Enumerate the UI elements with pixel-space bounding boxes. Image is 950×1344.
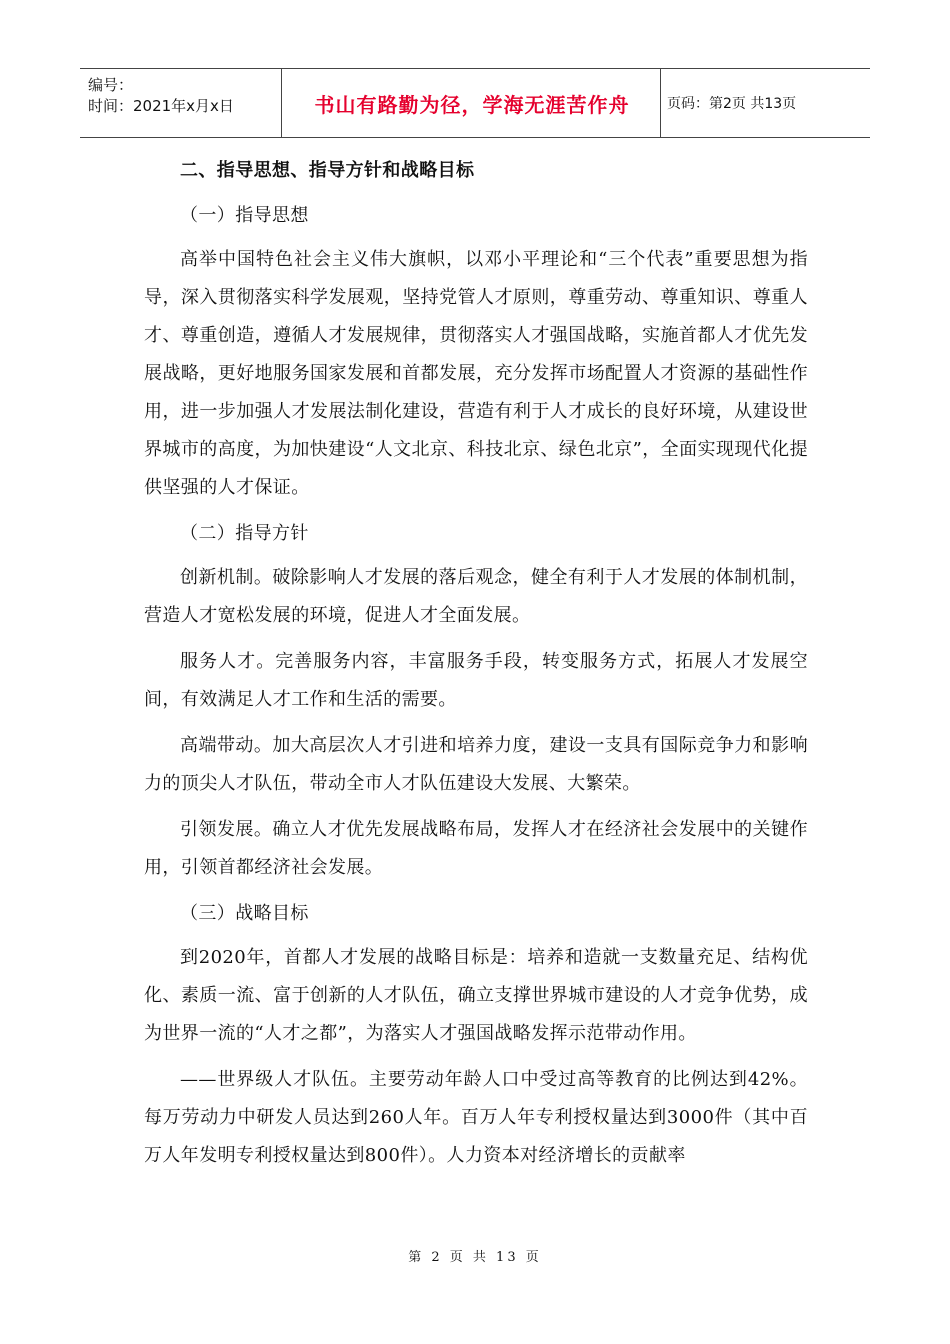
header-motto: 书山有路勤为径，学海无涯苦作舟 [314,93,630,117]
header-divider [281,69,282,137]
paragraph-strategic-goal: 到2020年，首都人才发展的战略目标是：培养和造就一支数量充足、结构优化、素质一流、富于创新的人才队伍，确立支撑世界城市建设的人才竞争优势，成为世界一流的“人才之都”，为落实人才强国战略发挥示范带动作用。 [144,947,808,1044]
paragraph-guiding-ideology: 高举中国特色社会主义伟大旗帜，以邓小平理论和“三个代表”重要思想为指导，深入贯彻落实科学发展观，坚持党管人才原则，尊重劳动、尊重知识、尊重人才、尊重创造，遵循人才发展规律，贯彻落实人才强国战略，实施首都人才优先发展战略，更好地服务国家发展和首都发展，充分发挥市场配置人才资源的基础性作用，进一步加强人才发展法制化建设，营造有利于人才成长的良好环境，从建设世界城市的高度，为加快建设“人文北京、科技北京、绿色北京”，全面实现现代化提供坚强的人才保证。 [144,249,808,498]
header-page-code: 页码：第2页 共13页 [667,96,797,112]
paragraph-serve-talent: 服务人才。完善服务内容，丰富服务手段，转变服务方式，拓展人才发展空间，有效满足人才工作和生活的需要。 [144,651,808,710]
document-body [144,152,808,1183]
section-title: 二、指导思想、指导方针和战略目标 [180,160,475,181]
header-divider [660,69,661,137]
subsection-title-guiding-principles: （二）指导方针 [180,523,309,544]
page-footer: 第 2 页 共 13 页 [408,1250,542,1265]
paragraph-innovation-mechanism: 创新机制。破除影响人才发展的落后观念，健全有利于人才发展的体制机制，营造人才宽松发展的环境，促进人才全面发展。 [144,567,808,626]
paragraph-lead-development: 引领发展。确立人才优先发展战略布局，发挥人才在经济社会发展中的关键作用，引领首都经济社会发展。 [144,819,808,878]
page-header [80,68,870,138]
paragraph-world-class-talent: ——世界级人才队伍。主要劳动年龄人口中受过高等教育的比例达到42%。每万劳动力中研发人员达到260人年。百万人年专利授权量达到3000件（其中百万人年发明专利授权量达到800件）。人力资本对经济增长的贡献率 [144,1069,808,1166]
subsection-title-strategic-goals: （三）战略目标 [180,903,309,924]
document-time-label: 时间：2021年x月x日 [88,97,234,115]
document-number-label: 编号： [88,76,134,94]
header-meta [88,75,234,117]
subsection-title-guiding-ideology: （一）指导思想 [180,205,309,226]
paragraph-high-end-lead: 高端带动。加大高层次人才引进和培养力度，建设一支具有国际竞争力和影响力的顶尖人才队伍，带动全市人才队伍建设大发展、大繁荣。 [144,735,808,794]
